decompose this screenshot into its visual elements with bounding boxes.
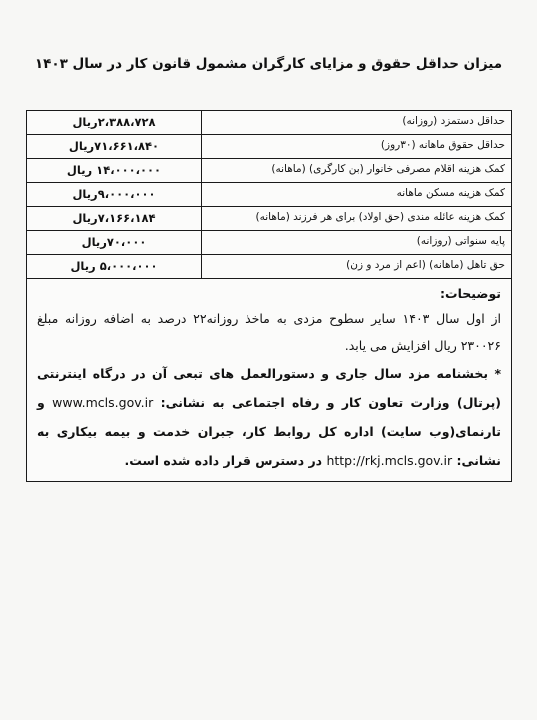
notes-bullet bbox=[37, 359, 501, 475]
row-value: ۷۱،۶۶۱،۸۴۰ریال bbox=[68, 139, 160, 153]
table-row bbox=[27, 255, 511, 279]
table-row bbox=[27, 231, 511, 255]
table-row bbox=[27, 135, 511, 159]
labor-relations-link[interactable]: http://rkj.mcls.gov.ir bbox=[326, 453, 453, 468]
row-value: ۲،۳۸۸،۷۲۸ریال bbox=[72, 115, 156, 129]
row-label: حداقل دستمزد (روزانه) bbox=[201, 111, 511, 134]
notes-heading: توضیحات: bbox=[440, 286, 501, 301]
bullet-text-part3: در دسترس قرار داده شده است. bbox=[124, 453, 323, 468]
bullet-text-part1: * بخشنامه مزد سال جاری و دستورالعمل های تبعی آن در درگاه اینترنتی (پرتال) وزارت تعاون کار و رفاه اجتماعی به نشانی: bbox=[37, 366, 502, 410]
table-row bbox=[27, 183, 511, 207]
ministry-link[interactable]: www.mcls.gov.ir bbox=[52, 395, 154, 410]
notes-section bbox=[27, 279, 511, 481]
table-row bbox=[27, 159, 511, 183]
row-value: ۱۴،۰۰۰،۰۰۰ ریال bbox=[66, 163, 162, 177]
row-label: حداقل حقوق ماهانه (۳۰روز) bbox=[201, 135, 511, 158]
row-value: ۷۰،۰۰۰ریال bbox=[81, 235, 147, 249]
row-label: کمک هزینه اقلام مصرفی خانوار (بن کارگری) (ماهانه) bbox=[201, 159, 511, 182]
page-title: میزان حداقل حقوق و مزایای کارگران مشمول قانون کار در سال ۱۴۰۳ bbox=[34, 56, 503, 72]
row-value: ۷،۱۶۶،۱۸۴ریال bbox=[72, 211, 156, 225]
bullet-text-part2: و تارنمای(وب سایت) اداره کل روابط کار، جبران خدمت و بیمه بیکاری به نشانی: bbox=[37, 395, 501, 468]
row-label: کمک هزینه مسکن ماهانه bbox=[201, 183, 511, 206]
notes-paragraph: از اول سال ۱۴۰۳ سایر سطوح مزدی به ماخذ روزانه۲۲ درصد به اضافه روزانه مبلغ ۲۳۰۰۲۶ ریال افزایش می یابد. bbox=[37, 311, 501, 353]
row-label: کمک هزینه عائله مندی (حق اولاد) برای هر فرزند (ماهانه) bbox=[201, 207, 511, 230]
row-label: حق تاهل (ماهانه) (اعم از مرد و زن) bbox=[201, 255, 511, 278]
row-label: پایه سنواتی (روزانه) bbox=[201, 231, 511, 254]
row-value: ۹،۰۰۰،۰۰۰ریال bbox=[72, 187, 156, 201]
table-row bbox=[27, 207, 511, 231]
wage-table bbox=[26, 110, 512, 482]
table-row bbox=[27, 111, 511, 135]
row-value: ۵،۰۰۰،۰۰۰ ریال bbox=[70, 259, 158, 273]
